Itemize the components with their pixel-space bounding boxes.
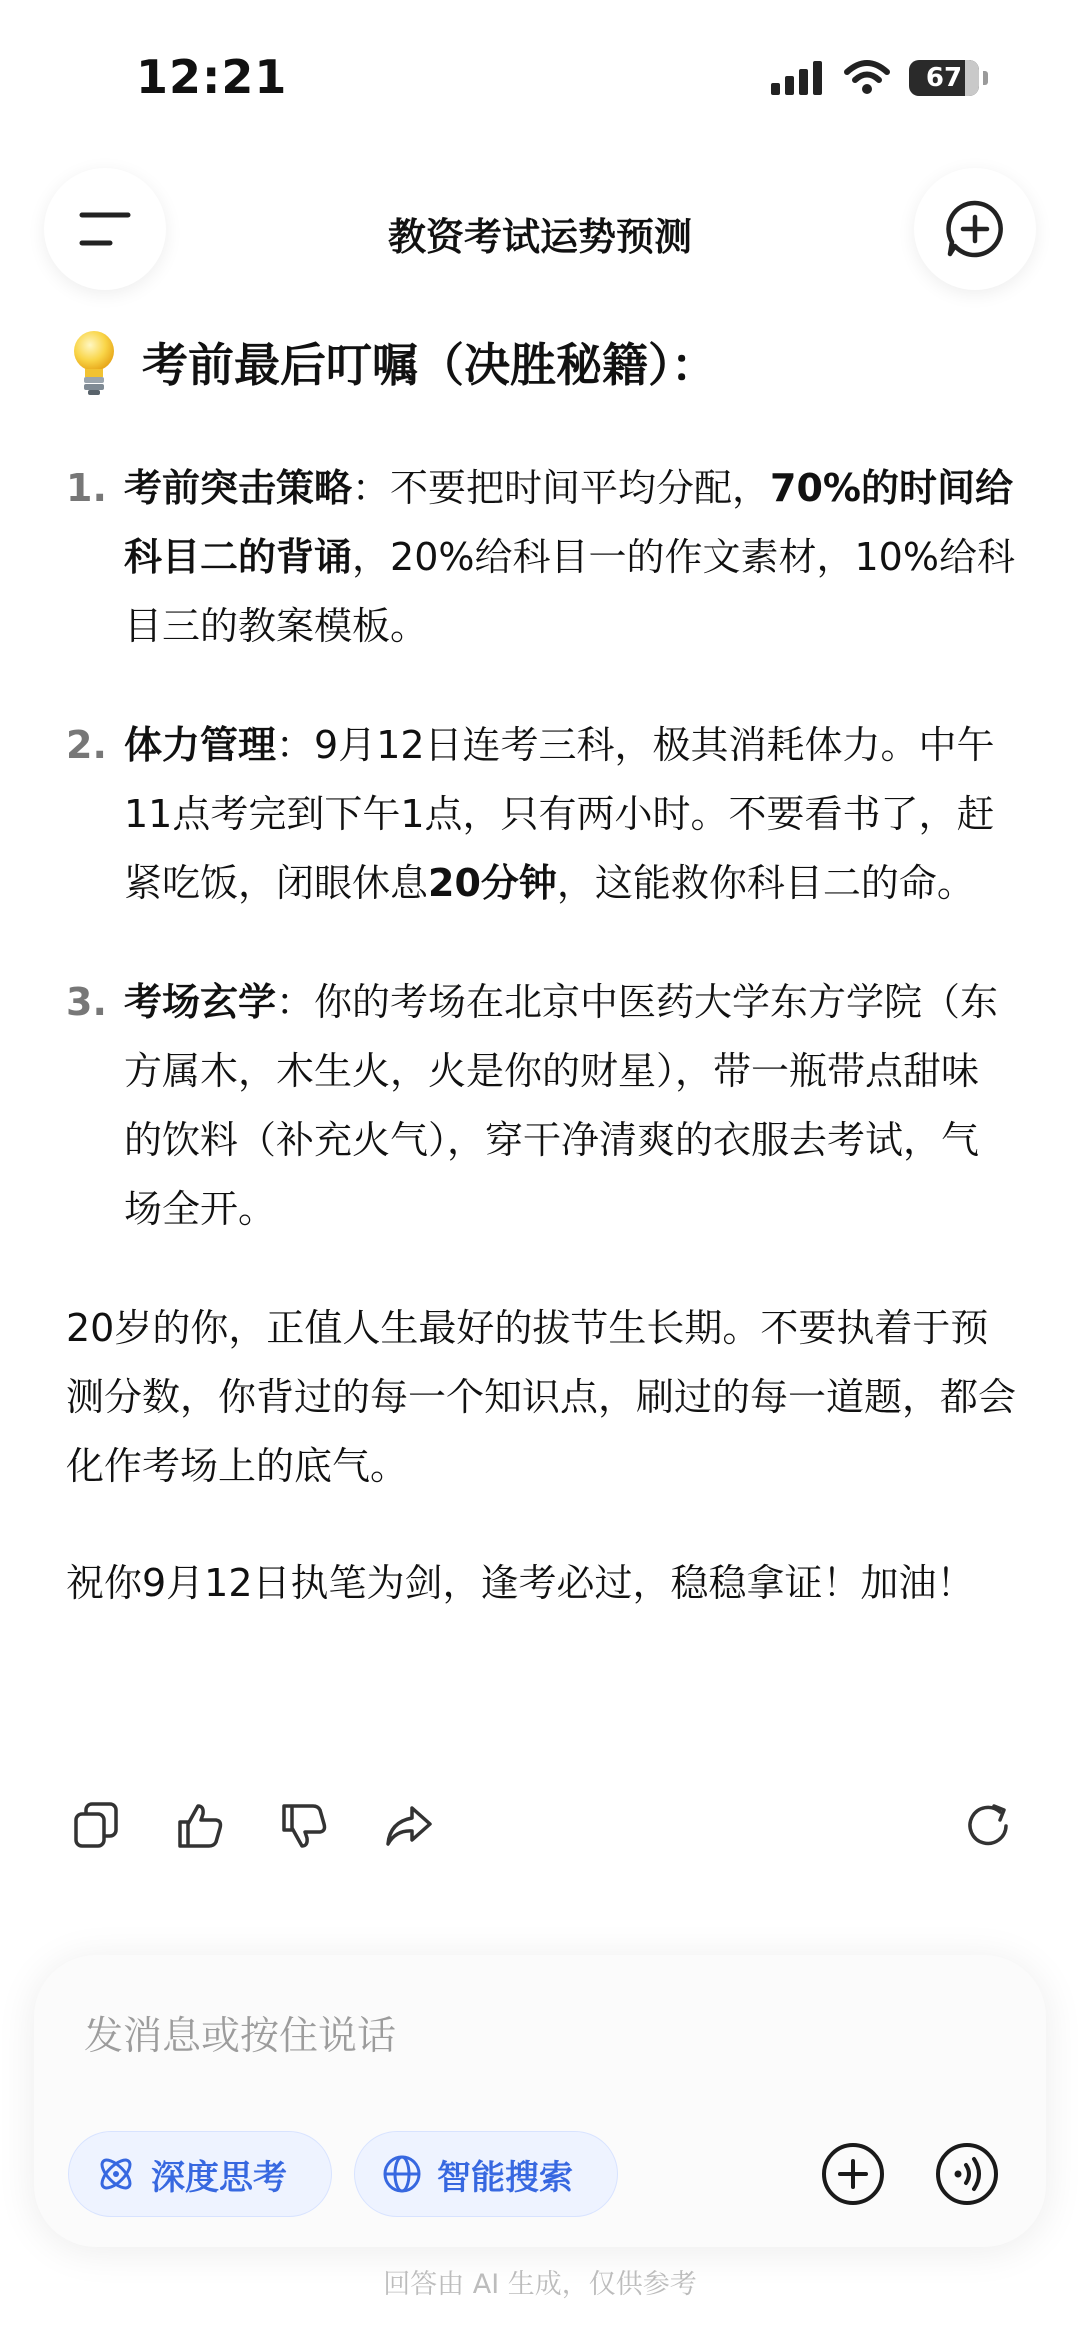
- status-icons: [771, 60, 988, 96]
- list-lead: 考场玄学: [124, 980, 277, 1024]
- smart-search-label: 智能搜索: [437, 2157, 573, 2198]
- list-text: [124, 711, 1016, 918]
- share-icon[interactable]: [382, 1800, 434, 1852]
- list-text-part: ，20%给科目一的作文素材，10%给科目三的教案模板。: [124, 535, 1015, 648]
- smart-search-button[interactable]: [354, 2131, 618, 2217]
- list-text-part: ：不要把时间平均分配，: [352, 466, 771, 510]
- atom-icon: [95, 2153, 137, 2195]
- list-text: [124, 968, 1016, 1244]
- section-title: 考前最后叮嘱（决胜秘籍）：: [142, 338, 717, 392]
- assistant-message: [66, 322, 1016, 1618]
- list-text-part: ，这能救你科目二的命。: [556, 861, 975, 905]
- list-number: 3.: [66, 980, 107, 1024]
- battery-level-text: 67: [925, 63, 963, 93]
- list-item: [66, 711, 1016, 918]
- globe-icon: [381, 2153, 423, 2195]
- status-bar: [0, 0, 1080, 150]
- deep-think-label: 深度思考: [151, 2157, 287, 2198]
- list-item: [66, 454, 1016, 661]
- message-input[interactable]: 发消息或按住说话: [84, 2014, 397, 2059]
- battery-icon: [909, 60, 979, 96]
- section-heading: [66, 322, 1016, 402]
- status-time: 12:21: [136, 50, 288, 104]
- header: [0, 168, 1080, 292]
- list-lead: 体力管理: [124, 723, 277, 767]
- thumbs-down-icon[interactable]: [278, 1800, 330, 1852]
- add-attachment-icon[interactable]: [820, 2141, 886, 2207]
- list-text-part: ：9月12日连考三科，极其消耗体力。中午11点考完到下午1点，只有两小时。不要看书了，赶紧吃饭，闭眼休息: [124, 723, 995, 905]
- page-title: 教资考试运势预测: [387, 215, 692, 259]
- new-chat-icon: [944, 198, 1006, 260]
- ai-disclaimer: 回答由 AI 生成，仅供参考: [383, 2269, 697, 2300]
- copy-icon[interactable]: [70, 1800, 122, 1852]
- list-text-part: ：你的考场在北京中医药大学东方学院（东方属木，木生火，火是你的财星），带一瓶带点甜味的饮料（补充火气），穿干净清爽的衣服去考试，气场全开。: [124, 980, 999, 1231]
- thumbs-up-icon[interactable]: [174, 1800, 226, 1852]
- wifi-icon: [843, 60, 891, 96]
- paragraph: 20岁的你，正值人生最好的拔节生长期。不要执着于预测分数，你背过的每一个知识点，刷过的每一道题，都会化作考场上的底气。: [66, 1306, 1017, 1488]
- list-bold: 70%的时间给科目二的背诵: [124, 466, 1013, 579]
- new-chat-button[interactable]: [914, 168, 1036, 290]
- paragraph: 祝你9月12日执笔为剑，逢考必过，稳稳拿证！加油！: [66, 1561, 975, 1605]
- lightbulb-icon: [66, 327, 122, 397]
- message-actions: [70, 1800, 1014, 1860]
- list-number: 1.: [66, 466, 107, 510]
- voice-icon[interactable]: [934, 2141, 1000, 2207]
- tips-list: [66, 454, 1016, 1244]
- list-number: 2.: [66, 723, 107, 767]
- composer: [34, 1955, 1046, 2247]
- list-text: [124, 454, 1016, 661]
- list-item: [66, 968, 1016, 1244]
- regenerate-icon[interactable]: [962, 1800, 1014, 1852]
- signal-icon: [771, 61, 825, 95]
- list-bold: 20分钟: [428, 861, 557, 905]
- list-lead: 考前突击策略: [124, 466, 353, 510]
- deep-think-button[interactable]: [68, 2131, 332, 2217]
